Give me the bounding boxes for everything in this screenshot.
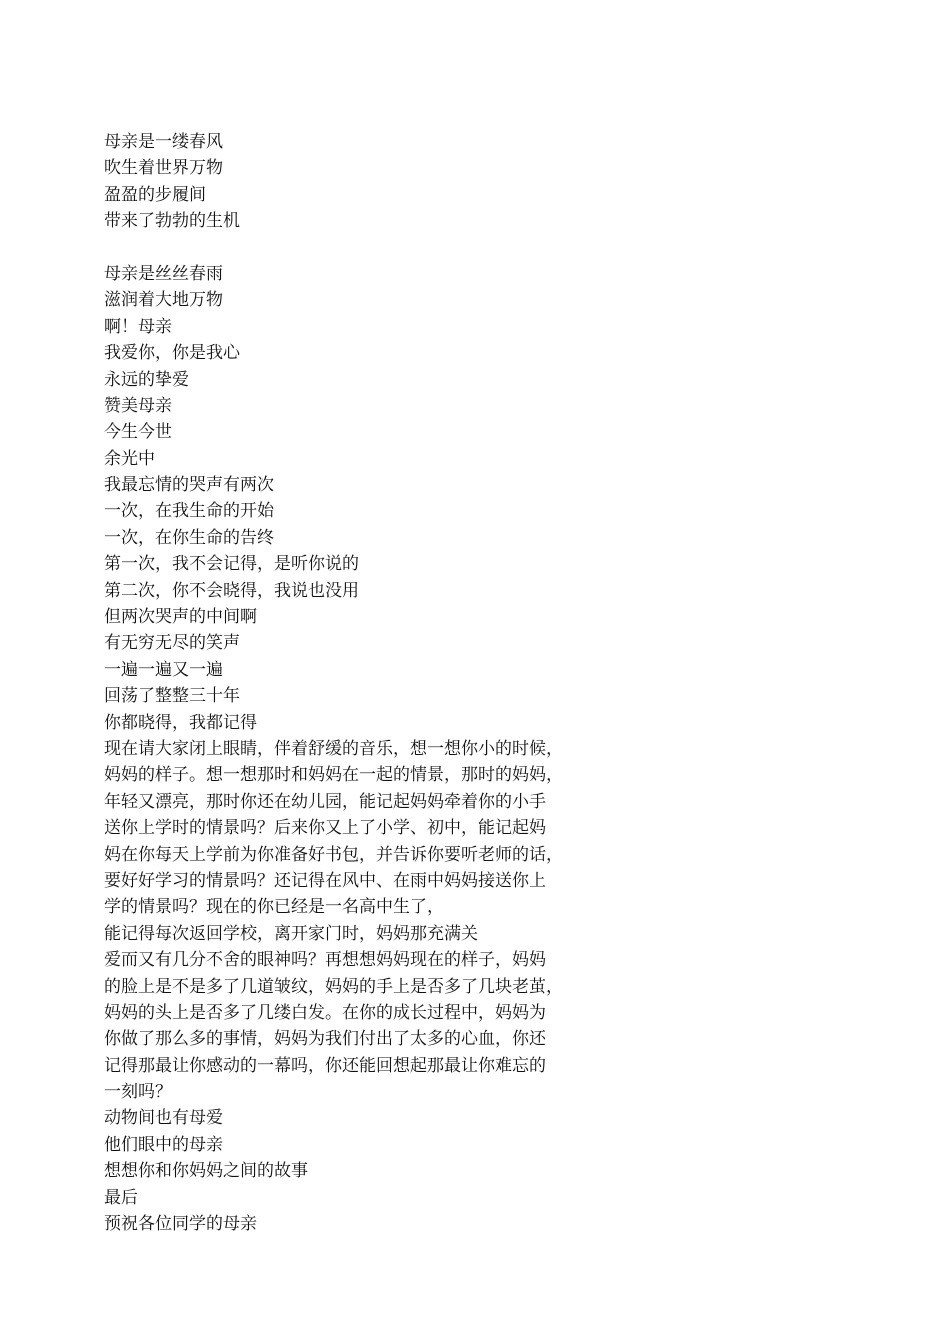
- text-line: 动物间也有母爱: [104, 1108, 223, 1129]
- text-line: 啊！母亲: [104, 316, 172, 337]
- text-line: 一次，在你生命的告终: [104, 527, 274, 548]
- text-line: 回荡了整整三十年: [104, 686, 240, 707]
- text-line: 他们眼中的母亲: [104, 1134, 223, 1155]
- poem-stanza-2: [104, 261, 574, 393]
- text-line: 盈盈的步履间: [104, 184, 206, 205]
- text-line: 母亲是丝丝春雨: [104, 263, 223, 284]
- text-line: 预祝各位同学的母亲: [104, 1214, 257, 1235]
- text-line: 要好好学习的情景吗？还记得在风中、在雨中妈妈接送你上: [104, 870, 546, 891]
- text-line: 滋润着大地万物: [104, 290, 223, 311]
- text-line: 年轻又漂亮，那时你还在幼儿园，能记起妈妈牵着你的小手: [104, 791, 546, 812]
- text-line: 能记得每次返回学校，离开家门时，妈妈那充满关: [104, 923, 478, 944]
- poem-body: [104, 472, 574, 736]
- text-line: 你都晓得，我都记得: [104, 712, 257, 733]
- closing-section: [104, 1105, 574, 1237]
- text-line: 送你上学时的情景吗？后来你又上了小学、初中，能记起妈: [104, 818, 546, 839]
- text-line: 的脸上是不是多了几道皱纹，妈妈的手上是否多了几块老茧，: [104, 976, 563, 997]
- text-line: 你做了那么多的事情，妈妈为我们付出了太多的心血，你还: [104, 1029, 546, 1050]
- text-line: 学的情景吗？现在的你已经是一名高中生了，: [104, 897, 444, 918]
- text-line: 我最忘情的哭声有两次: [104, 475, 274, 496]
- text-line: 爱而又有几分不舍的眼神吗？再想想妈妈现在的样子，妈妈: [104, 950, 546, 971]
- text-line: 有无穷无尽的笑声: [104, 633, 240, 654]
- text-line: 现在请大家闭上眼睛，伴着舒缓的音乐，想一想你小的时候，: [104, 738, 563, 759]
- text-line: 母亲是一缕春风: [104, 132, 223, 152]
- poem-stanza-1: [104, 129, 574, 235]
- text-line: 永远的挚爱: [104, 369, 189, 390]
- stanza-gap: [104, 235, 574, 261]
- text-line: 带来了勃勃的生机: [104, 211, 240, 232]
- text-line: 第一次，我不会记得，是听你说的: [104, 554, 359, 575]
- poem-title: 今生今世: [104, 422, 172, 443]
- document-body: [104, 129, 574, 1237]
- text-line: 第二次，你不会晓得，我说也没用: [104, 580, 359, 601]
- text-line: 妈在你每天上学前为你准备好书包，并告诉你要听老师的话，: [104, 844, 563, 865]
- text-line: 吹生着世界万物: [104, 158, 223, 179]
- text-line: 记得那最让你感动的一幕吗，你还能回想起那最让你难忘的: [104, 1055, 546, 1076]
- poem-author: 余光中: [104, 448, 155, 469]
- text-line: 妈妈的头上是否多了几缕白发。在你的成长过程中，妈妈为: [104, 1002, 546, 1023]
- text-line: 一刻吗？: [104, 1082, 172, 1103]
- text-line: 但两次哭声的中间啊: [104, 607, 257, 628]
- section-heading: 赞美母亲: [104, 395, 172, 416]
- text-line: 最后: [104, 1187, 138, 1208]
- text-line: 妈妈的样子。想一想那时和妈妈在一起的情景，那时的妈妈，: [104, 765, 563, 786]
- text-line: 想想你和你妈妈之间的故事: [104, 1161, 308, 1182]
- text-line: 我爱你，你是我心: [104, 343, 240, 364]
- text-line: 一遍一遍又一遍: [104, 659, 223, 680]
- guided-reflection-paragraph: [104, 736, 574, 1105]
- text-line: 一次，在我生命的开始: [104, 501, 274, 522]
